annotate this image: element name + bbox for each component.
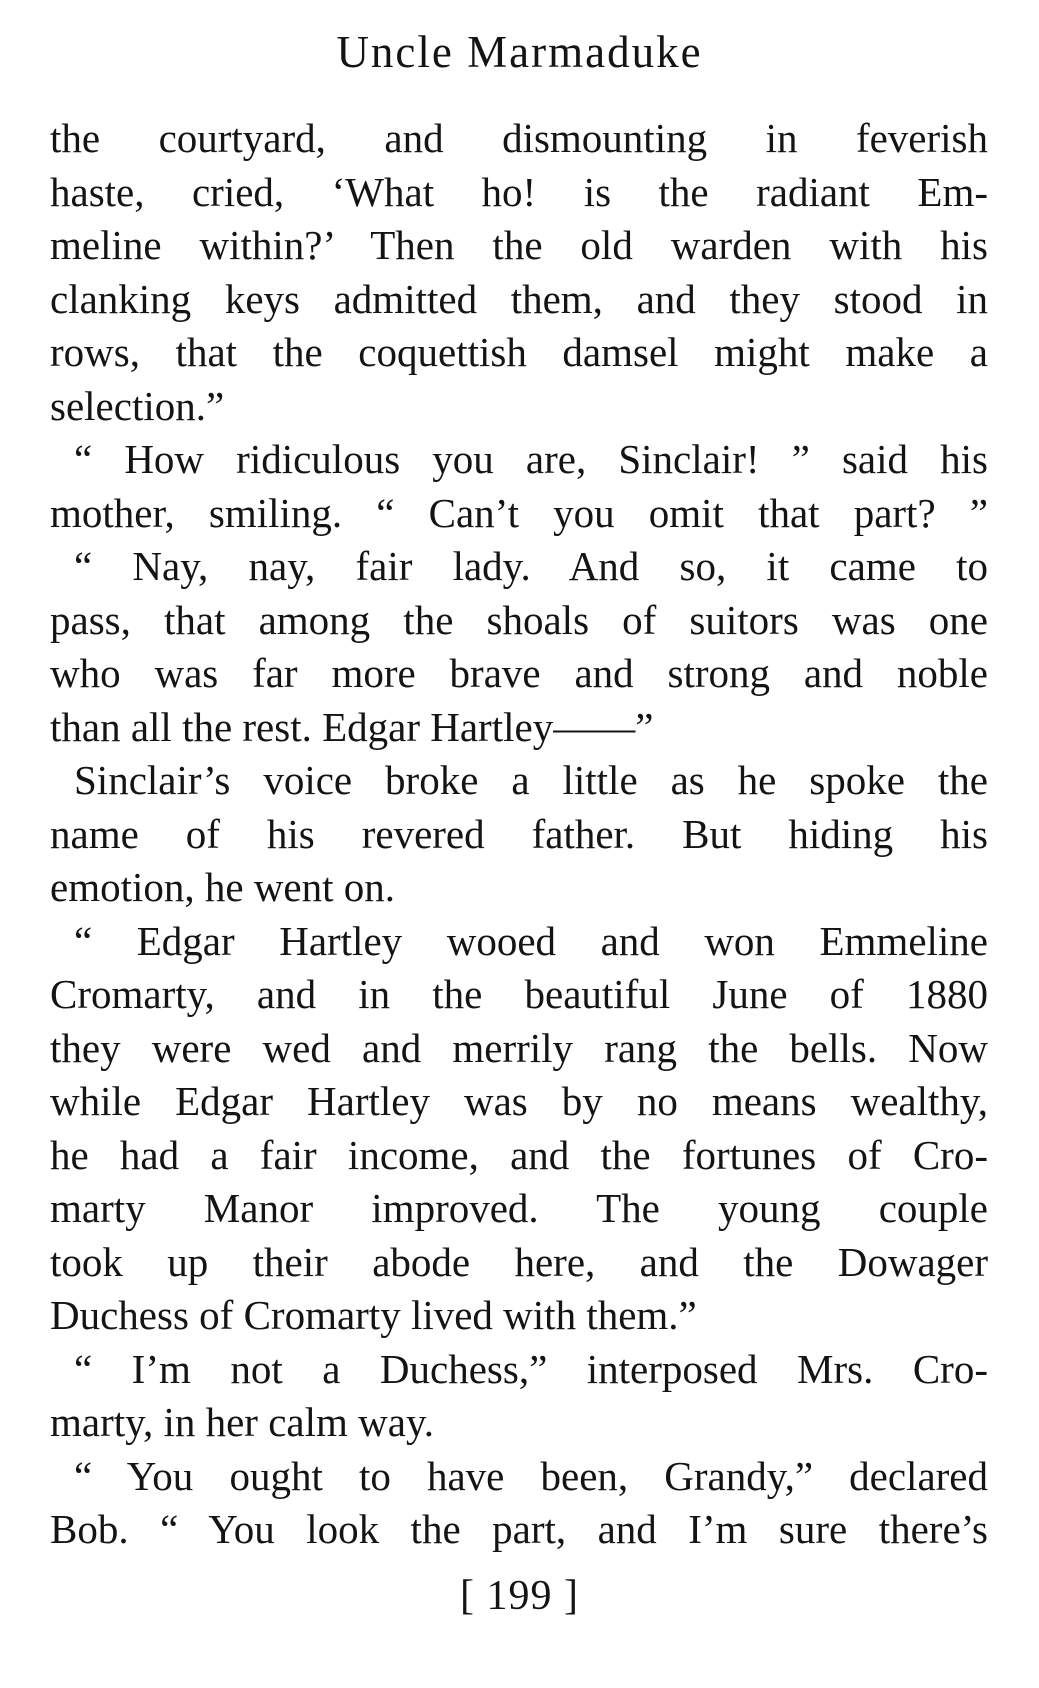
text-line: “ I’m not a Duchess,” interposed Mrs. Cro- [74,1345,988,1392]
text-line: who was far more brave and strong and noble [50,650,988,696]
text-line: Bob. “ You look the part, and I’m sure there’s [50,1506,988,1552]
text-line: mother, smiling. “ Can’t you omit that part? ” [50,489,988,536]
text-line: the courtyard, and dismounting in feverish [50,115,988,161]
text-line: he had a fair income, and the fortunes of Cro- [50,1131,988,1178]
text-line: than all the rest. Edgar Hartley——” [50,703,654,750]
text-line: “ Edgar Hartley wooed and won Emmeline [74,917,988,964]
text-line: marty Manor improved. The young couple [50,1185,988,1231]
text-line: pass, that among the shoals of suitors was one [50,596,988,643]
page-number: [ 199 ] [460,1573,579,1619]
text-line: meline within?’ Then the old warden with his [50,222,988,268]
text-line: name of his revered father. But hiding his [50,810,988,857]
text-line: “ Nay, nay, fair lady. And so, it came to [74,543,988,589]
text-line: “ You ought to have been, Grandy,” declared [74,1452,988,1499]
text-line: Sinclair’s voice broke a little as he spoke the [74,757,988,803]
body-text [50,112,988,1557]
text-line: haste, cried, ‘What ho! is the radiant Em- [50,168,988,215]
text-line: took up their abode here, and the Dowager [50,1238,988,1285]
text-line: “ How ridiculous you are, Sinclair! ” said his [74,436,988,482]
text-line: they were wed and merrily rang the bells. Now [50,1024,988,1071]
text-line: selection.” [50,382,225,429]
text-line: clanking keys admitted them, and they stood in [50,275,988,322]
text-line: while Edgar Hartley was by no means wealthy, [50,1078,988,1124]
text-line: Duchess of Cromarty lived with them.” [50,1292,697,1338]
text-line: rows, that the coquettish damsel might make a [50,329,988,375]
text-line: emotion, he went on. [50,864,396,910]
running-head: Uncle Marmaduke [336,27,703,77]
text-line: marty, in her calm way. [50,1399,435,1445]
text-line: Cromarty, and in the beautiful June of 1880 [50,971,988,1017]
